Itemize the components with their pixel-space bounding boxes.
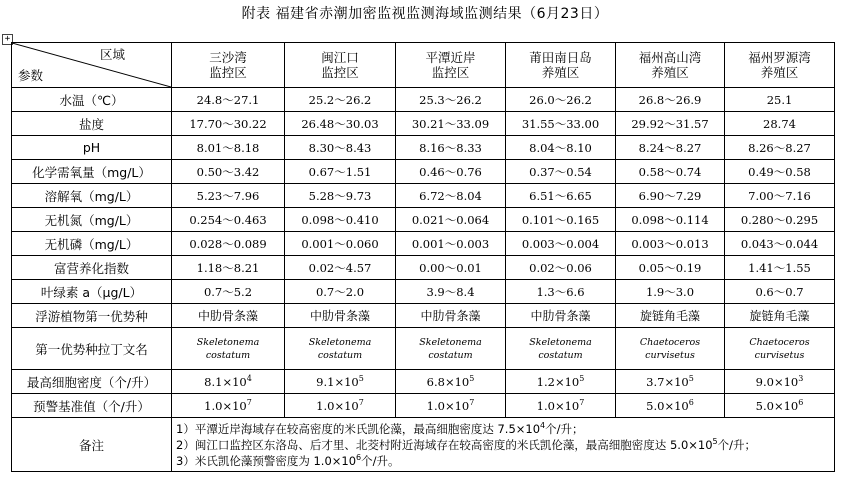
- value-cell: 0.028～0.089: [172, 232, 285, 256]
- table-row: [12, 232, 835, 256]
- value-cell: $8.1\times 10^4$: [172, 370, 285, 394]
- parameter-cell: 无机磷（mg/L）: [12, 232, 172, 256]
- value-cell: $5.0\times 10^6$: [725, 394, 835, 418]
- region-header: 莆田南日岛 养殖区: [506, 43, 616, 88]
- latin-name-cell: Skeletonema costatum: [285, 328, 396, 370]
- value-cell: 0.021～0.064: [396, 208, 506, 232]
- note-line: 1）平潭近岸海域存在较高密度的米氏凯伦藻，最高细胞密度达 $7.5\times 10^4$个/升；: [176, 420, 584, 436]
- value-cell: 0.46～0.76: [396, 160, 506, 184]
- value-cell: 0.003～0.013: [616, 232, 725, 256]
- value-cell: 0.37～0.54: [506, 160, 616, 184]
- value-cell: 0.101～0.165: [506, 208, 616, 232]
- value-cell: 5.28～9.73: [285, 184, 396, 208]
- corner-header-cell: [12, 43, 172, 88]
- value-cell: 0.05～0.19: [616, 256, 725, 280]
- monitoring-results-table: [11, 42, 835, 472]
- parameter-cell: 预警基准值（个/升）: [12, 394, 172, 418]
- value-cell: 8.01～8.18: [172, 136, 285, 160]
- table-row: [12, 208, 835, 232]
- value-cell: 0.00～0.01: [396, 256, 506, 280]
- value-cell: $1.2\times 10^5$: [506, 370, 616, 394]
- value-cell: 17.70～30.22: [172, 112, 285, 136]
- value-cell: 8.24～8.27: [616, 136, 725, 160]
- value-cell: 中肋骨条藻: [172, 304, 285, 328]
- region-header: 福州罗源湾 养殖区: [725, 43, 835, 88]
- value-cell: 旋链角毛藻: [725, 304, 835, 328]
- parameter-cell: 第一优势种拉丁文名: [12, 328, 172, 370]
- value-cell: 0.003～0.004: [506, 232, 616, 256]
- value-cell: $1.0\times 10^7$: [285, 394, 396, 418]
- table-row: [12, 280, 835, 304]
- parameter-cell: 最高细胞密度（个/升）: [12, 370, 172, 394]
- value-cell: $1.0\times 10^7$: [172, 394, 285, 418]
- notes-cell: [172, 418, 835, 472]
- value-cell: 25.2～26.2: [285, 88, 396, 112]
- value-cell: $1.0\times 10^7$: [396, 394, 506, 418]
- value-cell: 0.49～0.58: [725, 160, 835, 184]
- value-cell: 0.02～4.57: [285, 256, 396, 280]
- value-cell: 24.8～27.1: [172, 88, 285, 112]
- value-cell: 25.3～26.2: [396, 88, 506, 112]
- table-row: [12, 328, 835, 370]
- table-row: [12, 304, 835, 328]
- value-cell: 7.00～7.16: [725, 184, 835, 208]
- region-header: 平潭近岸 监控区: [396, 43, 506, 88]
- parameter-cell: 溶解氧（mg/L）: [12, 184, 172, 208]
- parameter-cell: 富营养化指数: [12, 256, 172, 280]
- value-cell: 3.9～8.4: [396, 280, 506, 304]
- value-cell: 1.9～3.0: [616, 280, 725, 304]
- header-row: [12, 43, 835, 88]
- value-cell: 0.67～1.51: [285, 160, 396, 184]
- value-cell: 28.74: [725, 112, 835, 136]
- notes-row: [12, 418, 835, 472]
- value-cell: $6.8\times 10^5$: [396, 370, 506, 394]
- value-cell: 0.098～0.410: [285, 208, 396, 232]
- value-cell: 31.55～33.00: [506, 112, 616, 136]
- value-cell: 中肋骨条藻: [396, 304, 506, 328]
- value-cell: 30.21～33.09: [396, 112, 506, 136]
- value-cell: 0.254～0.463: [172, 208, 285, 232]
- note-line: 3）米氏凯伦藻预警密度为 $1.0\times 10^6$个/升。: [176, 452, 400, 468]
- table-move-handle-icon[interactable]: +: [2, 34, 13, 45]
- value-cell: 0.58～0.74: [616, 160, 725, 184]
- latin-name-cell: Skeletonema costatum: [506, 328, 616, 370]
- value-cell: 26.8～26.9: [616, 88, 725, 112]
- value-cell: 6.51～6.65: [506, 184, 616, 208]
- table-row: [12, 160, 835, 184]
- value-cell: $5.0\times 10^6$: [616, 394, 725, 418]
- value-cell: 8.26～8.27: [725, 136, 835, 160]
- value-cell: 29.92～31.57: [616, 112, 725, 136]
- table-row: [12, 112, 835, 136]
- parameter-cell: 叶绿素 a（μg/L）: [12, 280, 172, 304]
- latin-name-cell: Skeletonema costatum: [172, 328, 285, 370]
- value-cell: 0.280～0.295: [725, 208, 835, 232]
- value-cell: $9.0\times 10^3$: [725, 370, 835, 394]
- value-cell: 0.001～0.060: [285, 232, 396, 256]
- value-cell: 0.7～5.2: [172, 280, 285, 304]
- parameter-cell: 化学需氧量（mg/L）: [12, 160, 172, 184]
- parameter-cell: 浮游植物第一优势种: [12, 304, 172, 328]
- value-cell: 0.6～0.7: [725, 280, 835, 304]
- value-cell: 0.7～2.0: [285, 280, 396, 304]
- note-line: 2）闽江口监控区东洛岛、后才里、北茭村附近海域存在较高密度的米氏凯伦藻，最高细胞密度达 $5.0\times 10^5$个/升；: [176, 436, 756, 452]
- corner-label-region: 区域: [99, 47, 125, 62]
- value-cell: $9.1\times 10^5$: [285, 370, 396, 394]
- table-row: [12, 370, 835, 394]
- value-cell: 8.30～8.43: [285, 136, 396, 160]
- value-cell: $1.0\times 10^7$: [506, 394, 616, 418]
- table-row: [12, 184, 835, 208]
- parameter-cell: 水温（℃）: [12, 88, 172, 112]
- table-row: [12, 136, 835, 160]
- latin-name-cell: Chaetoceros curvisetus: [616, 328, 725, 370]
- value-cell: 1.18～8.21: [172, 256, 285, 280]
- value-cell: 8.04～8.10: [506, 136, 616, 160]
- value-cell: 26.48～30.03: [285, 112, 396, 136]
- corner-label-parameter: 参数: [18, 68, 44, 83]
- value-cell: 旋链角毛藻: [616, 304, 725, 328]
- value-cell: 26.0～26.2: [506, 88, 616, 112]
- table-row: [12, 256, 835, 280]
- value-cell: 1.41～1.55: [725, 256, 835, 280]
- page-title: 附表 福建省赤潮加密监视监测海域监测结果（6月23日）: [241, 6, 609, 22]
- value-cell: 中肋骨条藻: [506, 304, 616, 328]
- value-cell: 中肋骨条藻: [285, 304, 396, 328]
- value-cell: 25.1: [725, 88, 835, 112]
- parameter-cell: 无机氮（mg/L）: [12, 208, 172, 232]
- value-cell: 5.23～7.96: [172, 184, 285, 208]
- value-cell: 8.16～8.33: [396, 136, 506, 160]
- value-cell: 0.001～0.003: [396, 232, 506, 256]
- latin-name-cell: Chaetoceros curvisetus: [725, 328, 835, 370]
- value-cell: 0.50～3.42: [172, 160, 285, 184]
- value-cell: 0.02～0.06: [506, 256, 616, 280]
- value-cell: 0.043～0.044: [725, 232, 835, 256]
- parameter-cell: pH: [12, 136, 172, 160]
- parameter-cell: 盐度: [12, 112, 172, 136]
- notes-label-cell: 备注: [12, 418, 172, 472]
- value-cell: 6.90～7.29: [616, 184, 725, 208]
- value-cell: 0.098～0.114: [616, 208, 725, 232]
- table-row: [12, 394, 835, 418]
- value-cell: 6.72～8.04: [396, 184, 506, 208]
- value-cell: $3.7\times 10^5$: [616, 370, 725, 394]
- value-cell: 1.3～6.6: [506, 280, 616, 304]
- region-header: 闽江口 监控区: [285, 43, 396, 88]
- table-row: [12, 88, 835, 112]
- region-header: 福州高山湾 养殖区: [616, 43, 725, 88]
- region-header: 三沙湾 监控区: [172, 43, 285, 88]
- latin-name-cell: Skeletonema costatum: [396, 328, 506, 370]
